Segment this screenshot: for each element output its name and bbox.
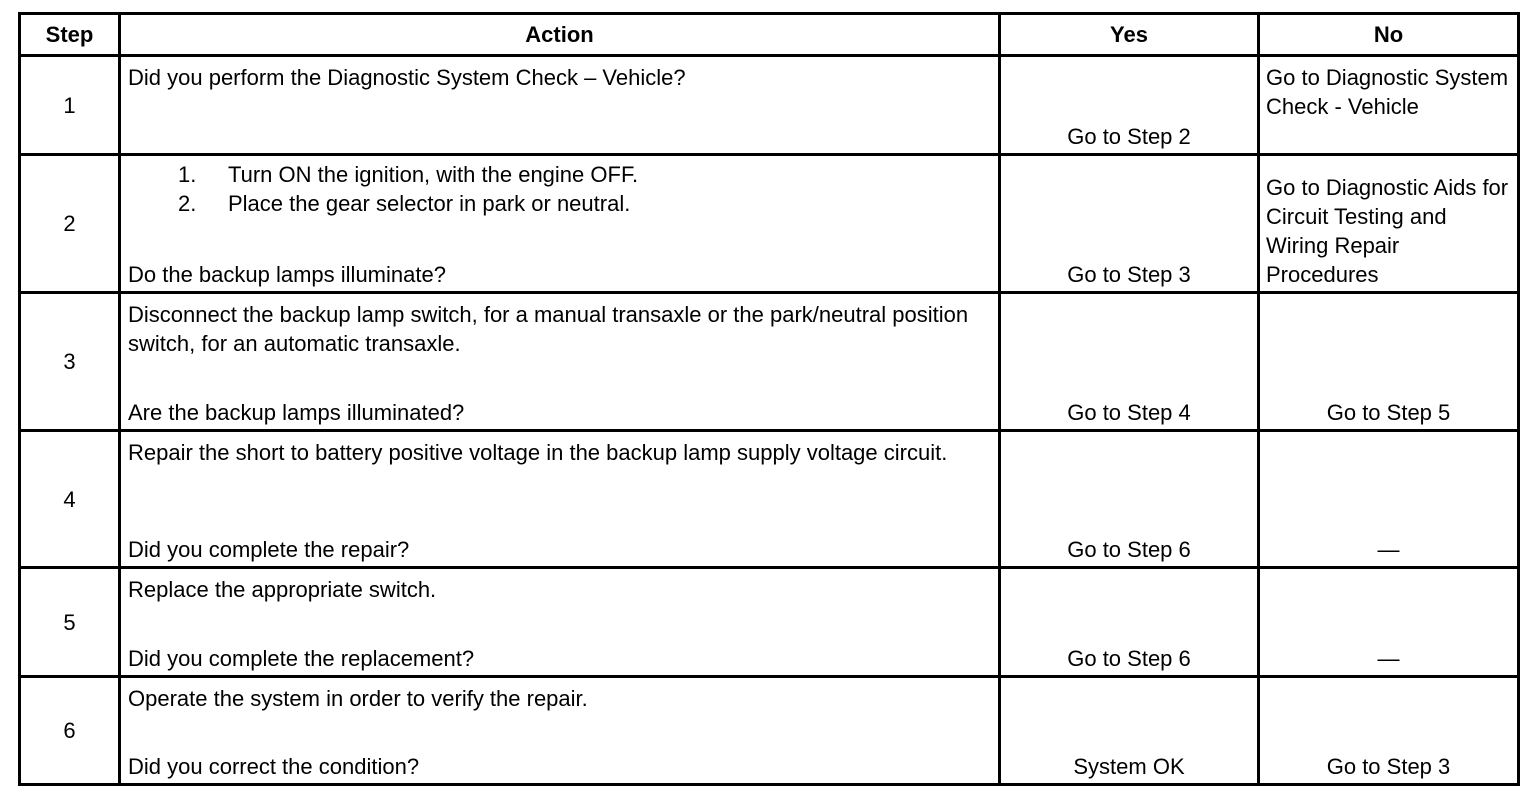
substep-item bbox=[128, 160, 992, 189]
no-text: Go to Diagnostic System Check - Vehicle bbox=[1266, 65, 1509, 119]
substep-number: 2. bbox=[178, 191, 197, 216]
header-step: Step bbox=[21, 15, 121, 54]
table-row bbox=[21, 569, 1517, 678]
table-row bbox=[21, 294, 1517, 432]
step-number: 1 bbox=[21, 57, 121, 153]
yes-text: Go to Step 6 bbox=[1067, 537, 1191, 562]
no-text: Go to Step 3 bbox=[1326, 754, 1451, 779]
yes-cell bbox=[1001, 432, 1260, 566]
yes-text: System OK bbox=[1073, 754, 1185, 779]
yes-text: Go to Step 3 bbox=[1067, 262, 1191, 287]
substep-number: 1. bbox=[178, 162, 197, 187]
step-number: 3 bbox=[21, 294, 121, 429]
action-question: Do the backup lamps illuminate? bbox=[128, 262, 446, 287]
table-row bbox=[21, 156, 1517, 294]
action-text: Disconnect the backup lamp switch, for a manual transaxle or the park/neutral position switch, for an automatic transaxle. bbox=[128, 302, 969, 356]
substep-text: Place the gear selector in park or neutral. bbox=[228, 191, 631, 216]
action-text: Repair the short to battery positive voltage in the backup lamp supply voltage circuit. bbox=[128, 440, 948, 465]
diagnostic-table bbox=[18, 12, 1520, 786]
action-question: Are the backup lamps illuminated? bbox=[128, 400, 465, 425]
step-number: 4 bbox=[21, 432, 121, 566]
yes-cell bbox=[1001, 294, 1260, 429]
action-text: Replace the appropriate switch. bbox=[128, 577, 437, 602]
no-text: Go to Diagnostic Aids for Circuit Testing and Wiring Repair Procedures bbox=[1266, 175, 1509, 287]
no-cell bbox=[1260, 569, 1517, 675]
no-text: — bbox=[1377, 537, 1400, 562]
action-cell bbox=[121, 156, 1001, 291]
action-question: Did you complete the repair? bbox=[128, 537, 410, 562]
table-row bbox=[21, 678, 1517, 783]
no-cell bbox=[1260, 432, 1517, 566]
header-no: No bbox=[1373, 22, 1404, 47]
action-question: Did you correct the condition? bbox=[128, 754, 420, 779]
yes-cell bbox=[1001, 678, 1260, 783]
no-cell bbox=[1260, 57, 1517, 153]
table-row bbox=[21, 432, 1517, 569]
yes-text: Go to Step 2 bbox=[1067, 124, 1191, 149]
no-cell bbox=[1260, 156, 1517, 291]
step-number: 5 bbox=[21, 569, 121, 675]
step-number: 6 bbox=[21, 678, 121, 783]
yes-cell bbox=[1001, 57, 1260, 153]
no-cell bbox=[1260, 678, 1517, 783]
no-cell bbox=[1260, 294, 1517, 429]
header-action: Action bbox=[121, 15, 1001, 54]
action-cell bbox=[121, 569, 1001, 675]
action-cell bbox=[121, 432, 1001, 566]
yes-cell bbox=[1001, 156, 1260, 291]
table-header-row bbox=[21, 15, 1517, 57]
yes-cell bbox=[1001, 569, 1260, 675]
header-yes: Yes bbox=[1001, 15, 1260, 54]
no-text: Go to Step 5 bbox=[1326, 400, 1451, 425]
action-cell bbox=[121, 294, 1001, 429]
step-number: 2 bbox=[21, 156, 121, 291]
action-cell bbox=[121, 57, 1001, 153]
table-row bbox=[21, 57, 1517, 156]
action-text: Did you perform the Diagnostic System Check – Vehicle? bbox=[128, 65, 686, 90]
action-cell bbox=[121, 678, 1001, 783]
substep-item bbox=[128, 189, 992, 218]
yes-text: Go to Step 4 bbox=[1067, 400, 1191, 425]
substep-list bbox=[128, 160, 992, 218]
no-text: — bbox=[1377, 646, 1400, 671]
yes-text: Go to Step 6 bbox=[1067, 646, 1191, 671]
action-text: Operate the system in order to verify the repair. bbox=[128, 686, 588, 711]
substep-text: Turn ON the ignition, with the engine OFF. bbox=[228, 162, 639, 187]
action-question: Did you complete the replacement? bbox=[128, 646, 475, 671]
